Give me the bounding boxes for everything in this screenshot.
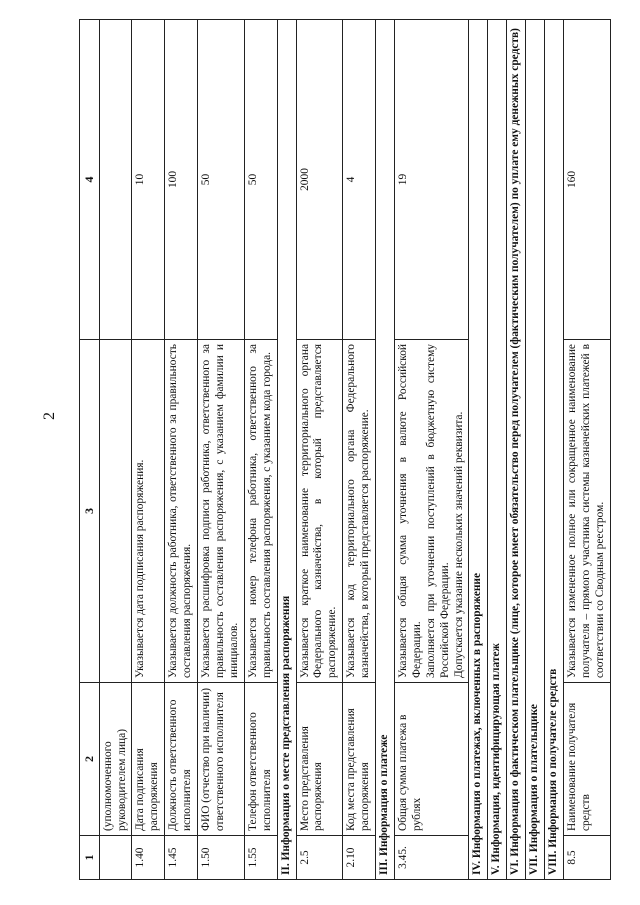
requisite-name: Телефон ответственного исполнителя bbox=[244, 683, 277, 836]
description-paragraph: Указывается общая сумма уточнения в валюте Российской Федерации. bbox=[396, 344, 423, 678]
requisite-length: 100 bbox=[165, 20, 198, 340]
table-row bbox=[343, 20, 376, 880]
section-row bbox=[469, 20, 488, 880]
table-row bbox=[132, 20, 165, 880]
section-heading: V. Информация, идентифицирующая платеж bbox=[488, 20, 507, 880]
description-paragraph: Указывается должность работника, ответственного за правильность составления распоряжения. bbox=[167, 344, 194, 678]
requisite-description bbox=[99, 340, 132, 683]
section-row bbox=[507, 20, 526, 880]
requisite-number: 8.5 bbox=[564, 836, 611, 880]
requisite-description bbox=[132, 340, 165, 683]
section-row bbox=[376, 20, 395, 880]
rotated-page bbox=[79, 20, 619, 880]
requisite-length: 19 bbox=[394, 20, 469, 340]
requisite-length: 4 bbox=[343, 20, 376, 340]
description-paragraph: Указывается краткое наименование территориального органа Федерального казначейства, в который представляется распоряжение. bbox=[298, 344, 339, 678]
requisite-number: 3.45. bbox=[394, 836, 469, 880]
column-header: 2 bbox=[80, 683, 100, 836]
section-heading: II. Информация о месте представления распоряжения bbox=[277, 20, 296, 880]
section-row bbox=[526, 20, 545, 880]
section-heading: IV. Информация о платежах, включенных в распоряжение bbox=[469, 20, 488, 880]
requisite-description bbox=[296, 340, 343, 683]
section-heading: III. Информация о платеже bbox=[376, 20, 395, 880]
requisite-description bbox=[198, 340, 245, 683]
column-header: 1 bbox=[80, 836, 100, 880]
requisite-number bbox=[99, 836, 132, 880]
description-paragraph: Указывается дата подписания распоряжения. bbox=[134, 459, 147, 678]
table-row bbox=[198, 20, 245, 880]
page-number: 2 bbox=[41, 412, 58, 420]
requisite-length bbox=[99, 20, 132, 340]
requisite-name: Код места представления распоряжения bbox=[343, 683, 376, 836]
description-paragraph: Допускается указание нескольких значений реквизита. bbox=[452, 411, 465, 678]
table-row bbox=[99, 20, 132, 880]
requisite-length: 10 bbox=[132, 20, 165, 340]
description-paragraph: Указывается номер телефона работника, ответственного за правильность составления распоряжения, с указанием кода города. bbox=[246, 344, 273, 678]
requisite-description bbox=[244, 340, 277, 683]
header-row bbox=[80, 20, 100, 880]
description-paragraph: Указывается код территориального органа Федерального казначейства, в который представляется распоряжение. bbox=[345, 344, 372, 678]
requisite-number: 1.45 bbox=[165, 836, 198, 880]
requisite-name: ФИО (отчество при наличии) ответственного исполнителя bbox=[198, 683, 245, 836]
requisite-name: (уполномоченного руководителем лица) bbox=[99, 683, 132, 836]
requisites-table bbox=[79, 19, 611, 880]
requisite-description bbox=[165, 340, 198, 683]
table-row bbox=[296, 20, 343, 880]
description-paragraph: Указывается расшифровка подписи работника, ответственного за правильность составления распоряжения, с указанием фамилии и инициалов. bbox=[200, 344, 240, 678]
table-body bbox=[99, 20, 610, 880]
column-header: 3 bbox=[80, 340, 100, 683]
requisite-number: 2.5 bbox=[296, 836, 343, 880]
section-heading: VIII. Информация о получателе средств bbox=[545, 20, 564, 880]
requisite-name: Наименование получателя средств bbox=[564, 683, 611, 836]
requisite-number: 1.40 bbox=[132, 836, 165, 880]
description-paragraph: Указывается измененное полное или сокращенное наименование получателя – прямого участника системы казначейских платежей в соответствии со Сводным реестром. bbox=[566, 344, 606, 678]
requisite-length: 50 bbox=[244, 20, 277, 340]
requisite-description bbox=[564, 340, 611, 683]
requisite-length: 50 bbox=[198, 20, 245, 340]
table-row bbox=[244, 20, 277, 880]
requisite-name: Место представления распоряжения bbox=[296, 683, 343, 836]
requisite-length: 160 bbox=[564, 20, 611, 340]
requisite-description bbox=[343, 340, 376, 683]
section-heading: VI. Информация о фактическом плательщике (лице, которое имеет обязательство перед получателем (фактическим получателем) по уплате ему денежных средств) bbox=[507, 20, 526, 880]
requisite-number: 2.10 bbox=[343, 836, 376, 880]
requisite-description bbox=[394, 340, 469, 683]
requisite-number: 1.50 bbox=[198, 836, 245, 880]
requisite-name: Должность ответственного исполнителя bbox=[165, 683, 198, 836]
section-row bbox=[545, 20, 564, 880]
requisite-name: Дата подписания распоряжения bbox=[132, 683, 165, 836]
section-row bbox=[488, 20, 507, 880]
table-row bbox=[564, 20, 611, 880]
requisite-length: 2000 bbox=[296, 20, 343, 340]
column-header: 4 bbox=[80, 20, 100, 340]
section-row bbox=[277, 20, 296, 880]
table-row bbox=[394, 20, 469, 880]
description-paragraph: Заполняется при уточнении поступлений в бюджетную систему Российской Федерации. bbox=[424, 344, 451, 678]
table-row bbox=[165, 20, 198, 880]
requisite-name: Общая сумма платежа в рублях bbox=[394, 683, 469, 836]
requisite-number: 1.55 bbox=[244, 836, 277, 880]
section-heading: VII. Информация о плательщике bbox=[526, 20, 545, 880]
